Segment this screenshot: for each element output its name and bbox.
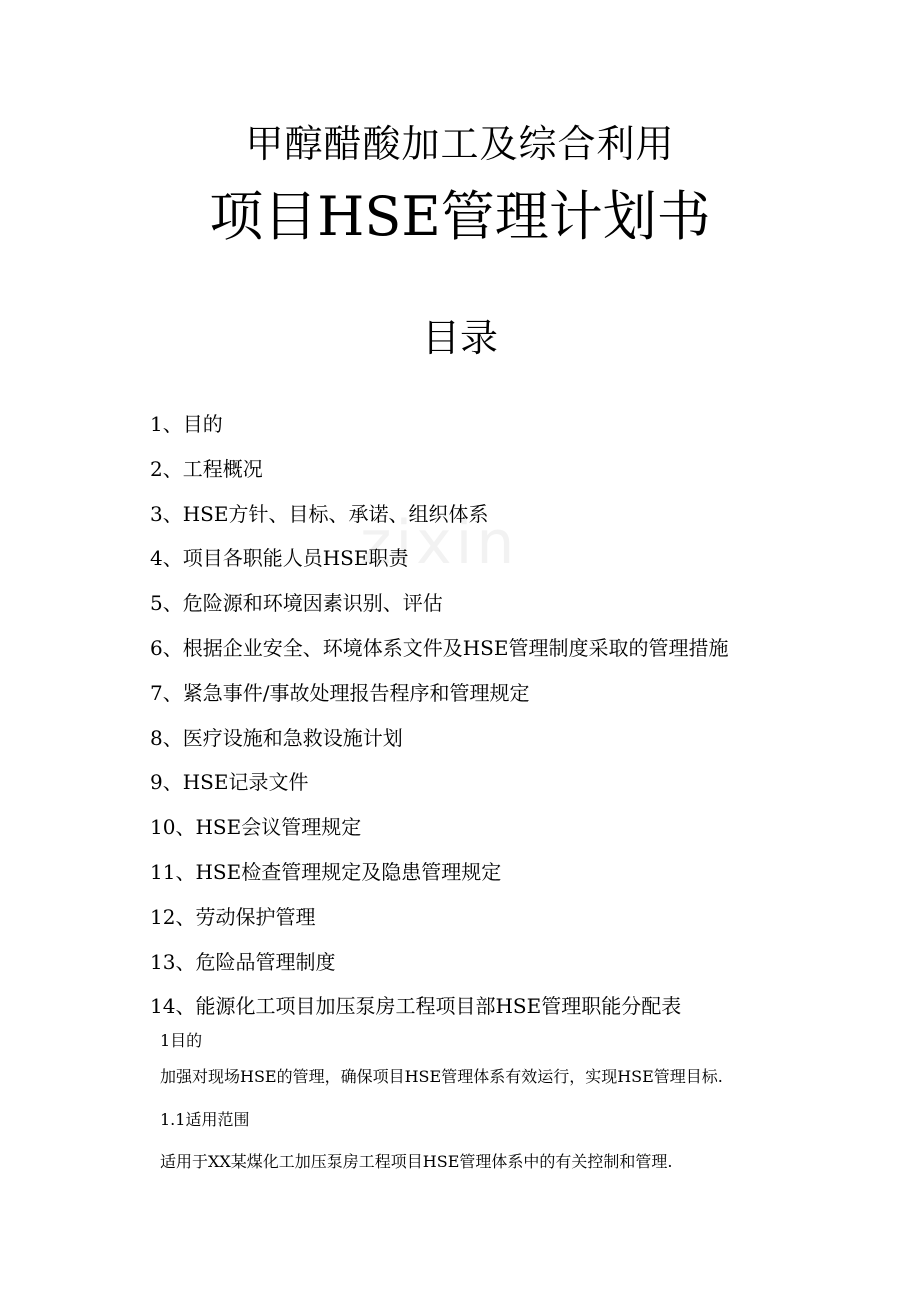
toc-item-4: 4、项目各职能人员HSE职责 [150, 546, 409, 571]
watermark-logo: zixin [360, 508, 519, 578]
toc-item-8: 8、医疗设施和急救设施计划 [150, 725, 403, 750]
toc-item-2: 2、工程概况 [150, 456, 263, 481]
section-1-1-heading: 1.1适用范围 [160, 1110, 250, 1129]
section-1-text: 加强对现场HSE的管理，确保项目HSE管理体系有效运行，实现HSE管理目标. [160, 1067, 723, 1086]
toc-item-9: 9、HSE记录文件 [150, 770, 309, 795]
toc-item-14: 14、能源化工项目加压泵房工程项目部HSE管理职能分配表 [150, 994, 682, 1019]
toc-item-7: 7、紧急事件/事故处理报告程序和管理规定 [150, 680, 530, 705]
section-1-1-text: 适用于XX某煤化工加压泵房工程项目HSE管理体系中的有关控制和管理. [160, 1152, 673, 1171]
section-1-heading: 1目的 [160, 1031, 203, 1050]
toc-item-6: 6、根据企业安全、环境体系文件及HSE管理制度采取的管理措施 [150, 635, 729, 660]
toc-item-11: 11、HSE检查管理规定及隐患管理规定 [150, 859, 502, 884]
toc-item-3: 3、HSE方针、目标、承诺、组织体系 [150, 501, 489, 526]
toc-item-13: 13、危险品管理制度 [150, 949, 336, 974]
toc-item-10: 10、HSE会议管理规定 [150, 815, 362, 840]
toc-item-1: 1、目的 [150, 412, 223, 436]
document-title-line2: 项目HSE管理计划书 [209, 185, 711, 248]
toc-item-5: 5、危险源和环境因素识别、评估 [150, 591, 443, 616]
toc-heading: 目录 [421, 316, 498, 360]
toc-item-12: 12、劳动保护管理 [150, 904, 316, 929]
toc-list [150, 404, 728, 1031]
document-title-line1: 甲醇醋酸加工及综合利用 [245, 122, 675, 166]
